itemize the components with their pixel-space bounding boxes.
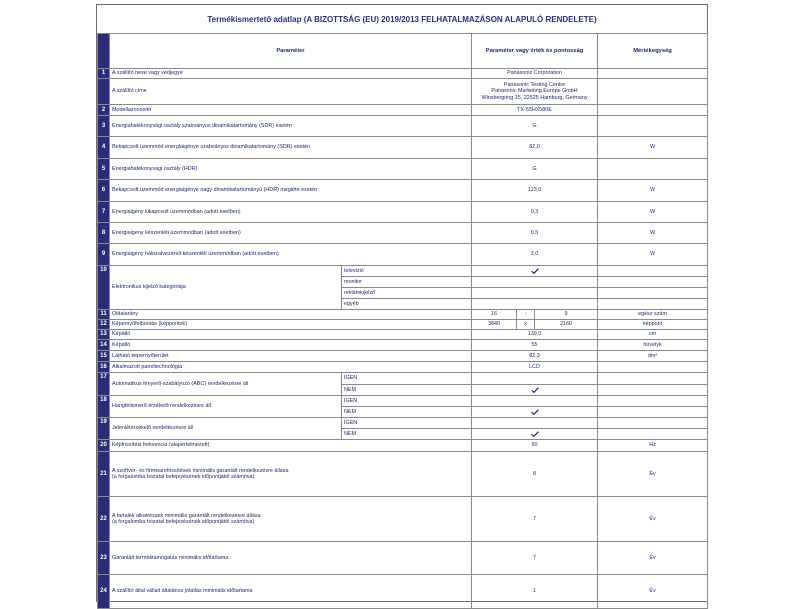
row-number: 21	[98, 452, 110, 497]
row-value-a: 16	[472, 310, 517, 320]
table-row	[98, 137, 708, 159]
option-yes: IGEN	[342, 373, 472, 385]
row-number: 23	[98, 542, 110, 575]
checkmark-icon	[531, 375, 539, 381]
table-row	[98, 362, 708, 373]
row-number: 10	[98, 266, 110, 310]
option-check-cell	[472, 299, 598, 310]
row-label-note: (a forgalomba hozatal befejezésének időpontjától számítva)	[112, 474, 255, 480]
table-row	[98, 105, 708, 116]
row-label: Képernyőfelbontás (képpontok)	[110, 320, 472, 330]
row-value-b: 2160	[535, 320, 598, 330]
row-value: 82,0	[472, 137, 598, 159]
table-row	[98, 351, 708, 362]
table-row	[98, 418, 708, 429]
checkmark-icon	[531, 290, 539, 296]
row-value: 50	[472, 440, 598, 452]
row-label: Hangfelismerő érzékelő rendelkezésre áll	[110, 396, 342, 418]
table-row	[98, 340, 708, 351]
row-number	[98, 34, 110, 69]
row-value: 0,3	[472, 202, 598, 223]
table-row	[98, 575, 708, 609]
row-label: Látható képernyőterület	[110, 351, 472, 362]
row-label: Alkalmazott paneltechnológia	[110, 362, 472, 373]
row-value-a: 3840	[472, 320, 517, 330]
row-unit: W	[598, 202, 708, 223]
row-label: Jelenlétérzékelő rendelkezésre áll	[110, 418, 342, 440]
row-value: Panasonic Corporation	[472, 69, 598, 79]
row-label: Bekapcsolt üzemmód energiaigénye szabványos dinamikatartomány (SDR) esetén	[110, 137, 472, 159]
row-unit: Év	[598, 542, 708, 575]
row-number: 24	[98, 575, 110, 609]
option-label: egyéb	[342, 299, 472, 310]
row-label: Automatikus fényerő-szabályozó (ABC) rendelkezésre áll	[110, 373, 342, 396]
checkmark-icon	[531, 301, 539, 307]
table-row	[98, 180, 708, 202]
row-number: 8	[98, 223, 110, 244]
row-label: A szállító címe	[110, 79, 472, 105]
row-value: 82,3	[472, 351, 598, 362]
row-number: 14	[98, 340, 110, 351]
table-row	[98, 440, 708, 452]
row-label-multiline	[110, 497, 472, 542]
row-unit: hüvelyk	[598, 340, 708, 351]
row-value: 123,0	[472, 180, 598, 202]
row-unit: Év	[598, 575, 708, 609]
table-row	[98, 159, 708, 180]
row-number: 4	[98, 137, 110, 159]
row-number: 19	[98, 418, 110, 440]
row-number: 5	[98, 159, 110, 180]
row-value: LCD	[472, 362, 598, 373]
checkmark-icon	[531, 268, 539, 274]
page-title: Termékismertető adatlap (A BIZOTTSÁG (EU) 2019/2013 FELHATALMAZÁSON ALAPULÓ RENDELETE)	[207, 14, 597, 24]
row-label-note: (a forgalomba hozatal befejezésének időpontjától számítva)	[112, 519, 255, 525]
header-param: Paraméter	[110, 34, 472, 69]
option-no: NEM	[342, 407, 472, 418]
row-unit: dm²	[598, 351, 708, 362]
address-line: Panasonic Testing Centre	[503, 81, 566, 88]
row-value: 7	[472, 497, 598, 542]
table-row	[98, 244, 708, 266]
table-row	[98, 202, 708, 223]
option-check-cell	[472, 266, 598, 277]
row-value: G	[472, 116, 598, 137]
row-label-multiline	[110, 452, 472, 497]
checkmark-icon	[531, 279, 539, 285]
option-check-cell	[472, 385, 598, 396]
row-value: 1	[472, 575, 598, 609]
checkmark-icon	[531, 409, 539, 415]
row-label: Energiaigény hálózatvezérelt készenléti üzemmódban (adott esetben)	[110, 244, 472, 266]
row-number: 22	[98, 497, 110, 542]
row-number: 13	[98, 330, 110, 340]
checkmark-icon	[531, 431, 539, 437]
row-value-b: 9	[535, 310, 598, 320]
row-number: 1	[98, 69, 110, 79]
option-check-cell	[472, 288, 598, 299]
row-unit: Év	[598, 452, 708, 497]
row-number: 7	[98, 202, 110, 223]
row-number: 12	[98, 320, 110, 330]
table-row	[98, 310, 708, 320]
row-number: 2	[98, 105, 110, 116]
header-value: Paraméter vagy érték és pontosság	[472, 34, 598, 69]
row-number: 20	[98, 440, 110, 452]
row-label: Modellazonosító	[110, 105, 472, 116]
option-check-cell	[472, 396, 598, 407]
row-value: 0,5	[472, 223, 598, 244]
table-row	[98, 497, 708, 542]
option-no: NEM	[342, 385, 472, 396]
row-number: 6	[98, 180, 110, 202]
row-value: TX-55HX580E	[472, 105, 598, 116]
product-fiche-table	[97, 33, 708, 609]
row-unit: W	[598, 180, 708, 202]
row-number: 15	[98, 351, 110, 362]
option-label: monitor	[342, 277, 472, 288]
row-value: 139,0	[472, 330, 598, 340]
table-row	[98, 69, 708, 79]
checkmark-icon	[531, 387, 539, 393]
row-label: A szállító neve vagy védjegye	[110, 69, 472, 79]
row-unit: cm	[598, 330, 708, 340]
row-value: 55	[472, 340, 598, 351]
row-value-separator: x	[517, 320, 535, 330]
row-number: 3	[98, 116, 110, 137]
address-line: Winsbergring 15, 22525 Hamburg, Germany	[481, 94, 588, 101]
option-label: televízió	[342, 266, 472, 277]
row-label: Elektronikus kijelző kategóriája	[110, 266, 342, 310]
row-value-separator: :	[517, 310, 535, 320]
row-label: Garantált terméktámogatás minimális időtartama	[110, 542, 472, 575]
option-check-cell	[472, 277, 598, 288]
row-unit: W	[598, 223, 708, 244]
row-unit: Hz	[598, 440, 708, 452]
row-label: Energiahatékonysági osztály szabványos dinamikatartomány (SDR) esetén	[110, 116, 472, 137]
row-value: G	[472, 159, 598, 180]
row-value: 2,0	[472, 244, 598, 266]
table-row	[98, 396, 708, 407]
option-check-cell	[472, 418, 598, 429]
checkmark-icon	[531, 398, 539, 404]
row-value: 8	[472, 452, 598, 497]
row-label: A szoftver- és firmwarefrissítések minimális garantált rendelkezésre állása	[112, 467, 289, 474]
supplier-address	[472, 79, 598, 105]
row-label: Bekapcsolt üzemmód energiaigénye nagy dinamikatartományú (HDR) megléte esetén	[110, 180, 472, 202]
option-no: NEM	[342, 429, 472, 440]
table-row	[98, 79, 708, 105]
row-label: Oldalarány	[110, 310, 472, 320]
row-label: Képfrissítési frekvencia (alapértelmezett)	[110, 440, 472, 452]
row-unit: W	[598, 137, 708, 159]
row-unit: Év	[598, 497, 708, 542]
address-line: Panasonic Marketing Europe GmbH	[491, 88, 578, 95]
row-label: A tartalék alkatrészek minimális garantált rendelkezésre állása	[112, 512, 261, 519]
row-label: A szállító által vállalt általános jótállás minimális időtartama	[110, 575, 472, 609]
option-yes: IGEN	[342, 418, 472, 429]
option-check-cell	[472, 429, 598, 440]
table-row	[98, 116, 708, 137]
table-row	[98, 373, 708, 385]
table-row	[98, 330, 708, 340]
row-unit: W	[598, 244, 708, 266]
option-yes: IGEN	[342, 396, 472, 407]
row-number: 11	[98, 310, 110, 320]
row-label: Képátló	[110, 340, 472, 351]
table-row	[98, 452, 708, 497]
row-number: 17	[98, 373, 110, 396]
row-label: Képátló	[110, 330, 472, 340]
option-check-cell	[472, 407, 598, 418]
row-number: 9	[98, 244, 110, 266]
table-row	[98, 223, 708, 244]
checkmark-icon	[531, 420, 539, 426]
table-row	[98, 320, 708, 330]
option-check-cell	[472, 373, 598, 385]
row-number: 16	[98, 362, 110, 373]
table-header-row	[98, 34, 708, 69]
row-label: Energiahatékonysági osztály (HDR)	[110, 159, 472, 180]
row-unit: képpont	[598, 320, 708, 330]
row-number: 18	[98, 396, 110, 418]
row-label: Energiaigény kikapcsolt üzemmódban (adott esetben)	[110, 202, 472, 223]
header-unit: Mértékegység	[598, 34, 708, 69]
row-unit: egész szám	[598, 310, 708, 320]
row-value: 7	[472, 542, 598, 575]
row-number	[98, 79, 110, 105]
table-row	[98, 266, 708, 277]
option-label: reklámkijelző	[342, 288, 472, 299]
row-label: Energiaigény készenléti üzemmódban (adott esetben)	[110, 223, 472, 244]
product-fiche-sheet	[96, 4, 708, 602]
table-row	[98, 542, 708, 575]
